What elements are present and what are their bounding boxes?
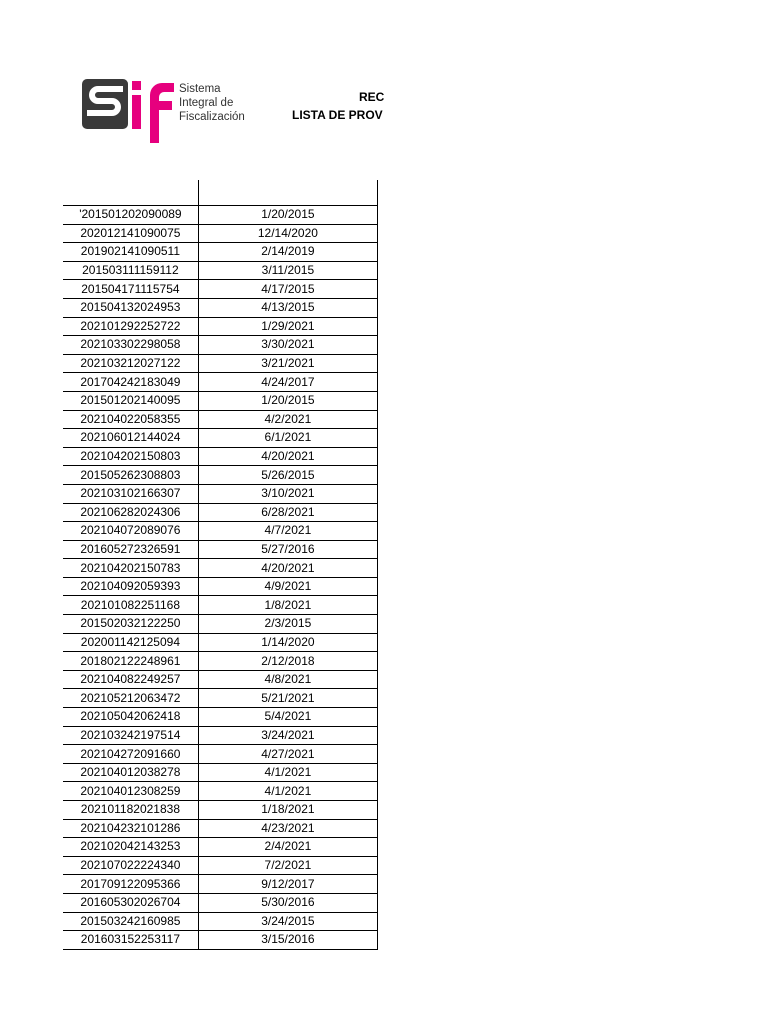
table-row (63, 298, 378, 317)
row-id-cell: 202001142125094 (63, 633, 198, 652)
row-date-cell: 4/24/2017 (198, 373, 377, 392)
logo-line: Sistema (179, 83, 221, 95)
table-row (63, 261, 378, 280)
row-date-cell: 1/18/2021 (198, 801, 377, 820)
row-date-cell: 2/14/2019 (198, 243, 377, 262)
provider-table (63, 205, 378, 950)
table-row (63, 559, 378, 578)
header-right-border (377, 180, 378, 206)
table-row (63, 429, 378, 448)
row-date-cell: 4/7/2021 (198, 522, 377, 541)
table-row (63, 373, 378, 392)
table-row (63, 317, 378, 336)
row-id-cell: 201503242160985 (63, 912, 198, 931)
row-id-cell: 202101182021838 (63, 801, 198, 820)
table-row (63, 633, 378, 652)
table-row (63, 745, 378, 764)
row-id-cell: 202103212027122 (63, 354, 198, 373)
row-date-cell: 1/8/2021 (198, 596, 377, 615)
table-row (63, 596, 378, 615)
row-id-cell: 202104202150803 (63, 447, 198, 466)
table-row (63, 243, 378, 262)
report-subtitle: LISTA DE PROV (292, 108, 383, 122)
row-date-cell: 1/20/2015 (198, 206, 377, 225)
row-date-cell: 5/30/2016 (198, 893, 377, 912)
table-body (63, 206, 378, 950)
row-date-cell: 9/12/2017 (198, 875, 377, 894)
row-id-cell: 202107022224340 (63, 856, 198, 875)
table-row (63, 354, 378, 373)
row-date-cell: 1/14/2020 (198, 633, 377, 652)
table-row (63, 782, 378, 801)
row-date-cell: 5/4/2021 (198, 708, 377, 727)
row-date-cell: 1/20/2015 (198, 391, 377, 410)
sif-logo (80, 77, 260, 145)
table-row (63, 280, 378, 299)
report-title: REC (359, 90, 385, 104)
row-id-cell: 201902141090511 (63, 243, 198, 262)
header-divider (198, 180, 199, 206)
row-id-cell: 202103242197514 (63, 726, 198, 745)
row-id-cell: 202105212063472 (63, 689, 198, 708)
table-row (63, 224, 378, 243)
row-id-cell: 202104092059393 (63, 577, 198, 596)
row-date-cell: 4/8/2021 (198, 670, 377, 689)
row-date-cell: 4/1/2021 (198, 763, 377, 782)
table-row (63, 336, 378, 355)
row-date-cell: 4/17/2015 (198, 280, 377, 299)
logo-line: Integral de (179, 97, 234, 109)
row-date-cell: 4/20/2021 (198, 559, 377, 578)
sif-logo-icon (80, 77, 176, 145)
row-id-cell: 202104202150783 (63, 559, 198, 578)
row-id-cell: 202103102166307 (63, 484, 198, 503)
row-date-cell: 7/2/2021 (198, 856, 377, 875)
row-date-cell: 3/10/2021 (198, 484, 377, 503)
logo-line: Fiscalización (179, 111, 245, 123)
table-row (63, 838, 378, 857)
row-date-cell: 5/26/2015 (198, 466, 377, 485)
row-date-cell: 6/28/2021 (198, 503, 377, 522)
row-date-cell: 4/9/2021 (198, 577, 377, 596)
row-date-cell: 4/23/2021 (198, 819, 377, 838)
row-date-cell: 3/24/2021 (198, 726, 377, 745)
row-date-cell: 3/24/2015 (198, 912, 377, 931)
table-row (63, 670, 378, 689)
row-date-cell: 3/21/2021 (198, 354, 377, 373)
row-date-cell: 6/1/2021 (198, 429, 377, 448)
row-id-cell: 202104272091660 (63, 745, 198, 764)
row-date-cell: 3/11/2015 (198, 261, 377, 280)
row-id-cell: 202106282024306 (63, 503, 198, 522)
row-date-cell: 4/27/2021 (198, 745, 377, 764)
row-id-cell: 202012141090075 (63, 224, 198, 243)
row-id-cell: 202104012308259 (63, 782, 198, 801)
row-date-cell: 3/15/2016 (198, 931, 377, 950)
table-row (63, 615, 378, 634)
row-id-cell: 201505262308803 (63, 466, 198, 485)
row-id-cell: 202104012038278 (63, 763, 198, 782)
row-date-cell: 4/20/2021 (198, 447, 377, 466)
row-date-cell: 4/13/2015 (198, 298, 377, 317)
row-id-cell: 202104232101286 (63, 819, 198, 838)
row-id-cell: 202104072089076 (63, 522, 198, 541)
row-date-cell: 2/4/2021 (198, 838, 377, 857)
row-id-cell: 201502032122250 (63, 615, 198, 634)
table-row (63, 856, 378, 875)
table-row (63, 447, 378, 466)
table-row (63, 726, 378, 745)
row-id-cell: 201504171115754 (63, 280, 198, 299)
row-id-cell: 202101082251168 (63, 596, 198, 615)
table-row (63, 708, 378, 727)
table-row (63, 391, 378, 410)
row-id-cell: 202105042062418 (63, 708, 198, 727)
table-row (63, 577, 378, 596)
row-date-cell: 1/29/2021 (198, 317, 377, 336)
row-id-cell: 201501202140095 (63, 391, 198, 410)
table-row (63, 206, 378, 225)
row-id-cell: 201503111159112 (63, 261, 198, 280)
table-row (63, 466, 378, 485)
row-id-cell: 201603152253117 (63, 931, 198, 950)
table-row (63, 540, 378, 559)
table-row (63, 689, 378, 708)
row-id-cell: '201501202090089 (63, 206, 198, 225)
row-id-cell: 202103302298058 (63, 336, 198, 355)
logo-wordmark (179, 82, 245, 124)
row-date-cell: 2/12/2018 (198, 652, 377, 671)
table-row (63, 819, 378, 838)
row-id-cell: 202104082249257 (63, 670, 198, 689)
table-row (63, 484, 378, 503)
row-date-cell: 4/2/2021 (198, 410, 377, 429)
table-row (63, 503, 378, 522)
row-id-cell: 201704242183049 (63, 373, 198, 392)
row-date-cell: 2/3/2015 (198, 615, 377, 634)
row-id-cell: 202101292252722 (63, 317, 198, 336)
row-id-cell: 201605302026704 (63, 893, 198, 912)
table-row (63, 652, 378, 671)
table-row (63, 912, 378, 931)
table-row (63, 931, 378, 950)
row-date-cell: 3/30/2021 (198, 336, 377, 355)
row-date-cell: 5/21/2021 (198, 689, 377, 708)
row-id-cell: 202106012144024 (63, 429, 198, 448)
row-id-cell: 201709122095366 (63, 875, 198, 894)
row-id-cell: 201802122248961 (63, 652, 198, 671)
table-row (63, 875, 378, 894)
row-id-cell: 202104022058355 (63, 410, 198, 429)
row-id-cell: 201605272326591 (63, 540, 198, 559)
row-id-cell: 202102042143253 (63, 838, 198, 857)
table-row (63, 522, 378, 541)
row-date-cell: 4/1/2021 (198, 782, 377, 801)
table-row (63, 763, 378, 782)
row-date-cell: 12/14/2020 (198, 224, 377, 243)
table-row (63, 893, 378, 912)
table-row (63, 801, 378, 820)
row-date-cell: 5/27/2016 (198, 540, 377, 559)
row-id-cell: 201504132024953 (63, 298, 198, 317)
table-row (63, 410, 378, 429)
